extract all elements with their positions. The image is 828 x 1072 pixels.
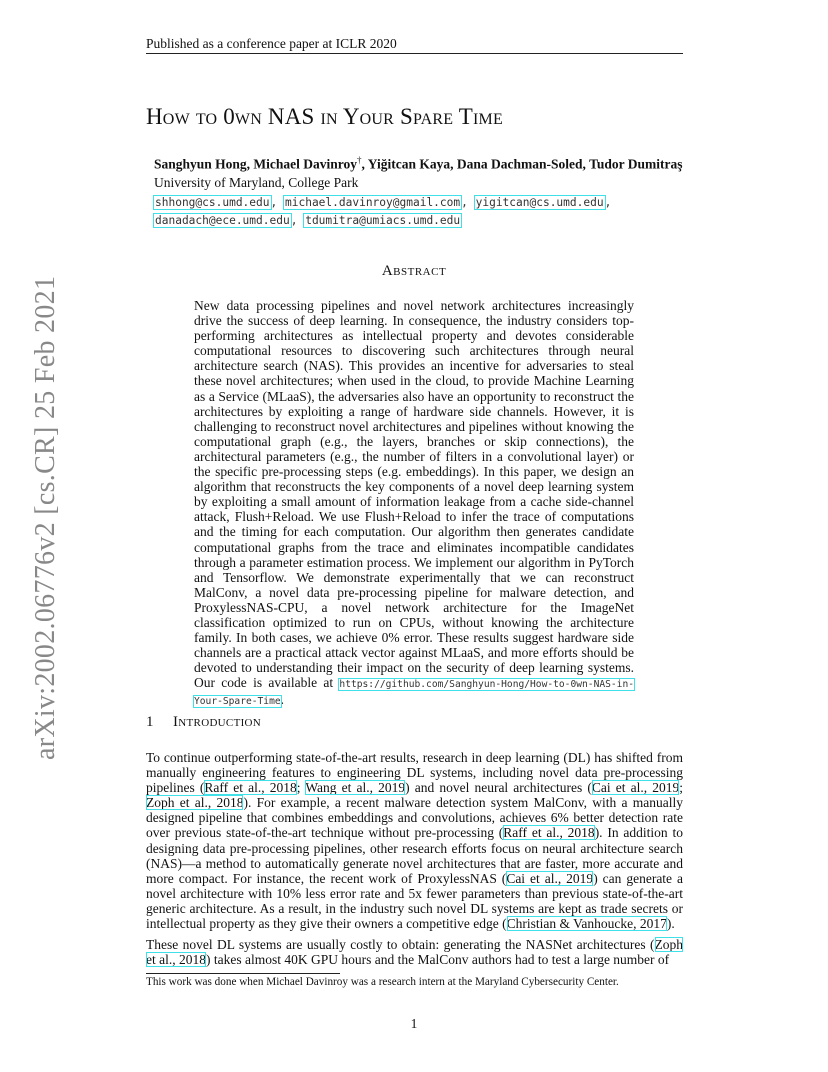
- text-run: ;: [679, 780, 684, 796]
- abstract-text: [194, 298, 634, 710]
- citation-link[interactable]: Zoph et al., 2018: [146, 795, 244, 811]
- citation-link[interactable]: Cai et al., 2019: [591, 780, 680, 796]
- text-run: ;: [296, 780, 306, 796]
- citation-link[interactable]: Wang et al., 2019: [305, 780, 406, 796]
- text-run: These novel DL systems are usually costly to obtain: generating the NASNet architectures (: [146, 937, 655, 953]
- intro-paragraph-1: [146, 750, 683, 931]
- text-run: ) can generate a novel architecture with 10% less error rate and 5x fewer parameters than previous state-of-the-art generic architecture. As a result, in the industry such novel DL systems are kept as trade secrets or intellectual property as they give their owners a competitive edge (: [146, 870, 684, 932]
- footnote-rule: [146, 973, 340, 974]
- email-link[interactable]: tdumitra@umiacs.umd.edu: [305, 214, 461, 227]
- citation-link[interactable]: Raff et al., 2018: [503, 825, 595, 841]
- author-first: Sanghyun Hong, Michael Davinroy: [154, 156, 358, 172]
- section-number: 1: [146, 714, 154, 730]
- abstract-end: .: [280, 692, 285, 708]
- code-url-link[interactable]: https://github.com/Sanghyun-Hong/How-to-0wn-NAS-in-Your-Spare-Time: [194, 679, 634, 708]
- introduction-body: [146, 750, 683, 973]
- citation-link[interactable]: Raff et al., 2018: [204, 780, 297, 796]
- text-run: ). In addition to designing data pre-processing pipelines, other research efforts focus on neural architecture search (NAS)—a method to automatically generate novel architectures that are faster, more accurate and more compact. For instance, the recent work of ProxylessNAS (: [146, 825, 683, 886]
- paper-title: How to 0wn NAS in Your Spare Time: [146, 104, 503, 129]
- text-run: ).: [666, 916, 675, 932]
- dagger-mark: †: [357, 155, 362, 165]
- email-list: shhong@cs.umd.edu, michael.davinroy@gmail.com, yigitcan@cs.umd.edu, danadach@ece.umd.edu, tdumitra@umiacs.umd.edu: [155, 196, 612, 227]
- section-title: Introduction: [173, 714, 262, 730]
- text-run: ) and novel neural architectures (: [405, 780, 592, 796]
- citation-link[interactable]: Christian & Vanhoucke, 2017: [506, 916, 667, 932]
- text-run: ) takes almost 40K GPU hours and the MalConv authors had to test a large number of: [206, 952, 670, 968]
- arxiv-identifier-stamp: arXiv:2002.06776v2 [cs.CR] 25 Feb 2021: [30, 275, 61, 760]
- running-header: Published as a conference paper at ICLR 2020: [146, 36, 397, 51]
- citation-link[interactable]: Cai et al., 2019: [506, 870, 594, 886]
- footnote: This work was done when Michael Davinroy was a research intern at the Maryland Cybersecurity Center.: [146, 976, 619, 988]
- abstract-heading: Abstract: [381, 263, 447, 279]
- intro-paragraph-2: [146, 937, 683, 967]
- email-link[interactable]: danadach@ece.umd.edu: [155, 214, 290, 227]
- section-heading: [146, 714, 261, 731]
- affiliation: University of Maryland, College Park: [154, 175, 359, 190]
- email-link[interactable]: shhong@cs.umd.edu: [155, 196, 270, 209]
- abstract-paragraph: New data processing pipelines and novel network architectures increasingly drive the success of deep learning. In consequence, the industry considers top-performing architectures as intellectual property and devotes considerable computational resources to discovering such architectures through neural architecture search (NAS). This provides an incentive for adversaries to steal these novel architectures; when used in the cloud, to provide Machine Learning as a Service (MLaaS), the adversaries also have an opportunity to reconstruct the architectures by exploiting a range of hardware side channels. However, it is challenging to reconstruct novel architectures and pipelines without knowing the computational graph (e.g., the layers, branches or skip connections), the architectural parameters (e.g., the number of filters in a convolutional layer) or the specific pre-processing steps (e.g. embeddings). In this paper, we design an algorithm that reconstructs the key components of a novel deep learning system by exploiting a small amount of information leakage from a cache side-channel attack, Flush+Reload. We use Flush+Reload to infer the trace of computations and the timing for each computation. Our algorithm then generates candidate computational graphs from the trace and eliminates incompatible candidates through a parameter estimation process. We implement our algorithm in PyTorch and Tensorflow. We demonstrate experimentally that we can reconstruct MalConv, a novel data pre-processing pipeline for malware detection, and ProxylessNAS-CPU, a novel network architecture for the ImageNet classification optimized to run on CPUs, without knowing the architecture family. In both cases, we achieve 0% error. These results suggest hardware side channels are a practical attack vector against MLaaS, and more efforts should be devoted to understanding their impact on the security of deep learning systems. Our code is available at: [194, 298, 634, 691]
- email-link[interactable]: yigitcan@cs.umd.edu: [475, 196, 604, 209]
- page-number: 1: [410, 1016, 418, 1031]
- citation-link[interactable]: Zoph et al., 2018: [146, 937, 683, 968]
- author-rest: , Yiğitcan Kaya, Dana Dachman-Soled, Tudor Dumitraş: [361, 156, 683, 172]
- text-run: To continue outperforming state-of-the-art results, research in deep learning (DL) has shifted from manually engineering features to engineering DL systems, including novel data pre-processing pipelines (: [146, 750, 683, 796]
- text-run: ). For example, a recent malware detection system MalConv, with a manually designed pipeline that combines embeddings and convolutions, achieves 6% better detection rate over previous state-of-the-art technique without pre-processing (: [146, 795, 684, 841]
- header-rule: [146, 53, 683, 54]
- email-link[interactable]: michael.davinroy@gmail.com: [285, 196, 461, 209]
- author-list: [154, 155, 682, 173]
